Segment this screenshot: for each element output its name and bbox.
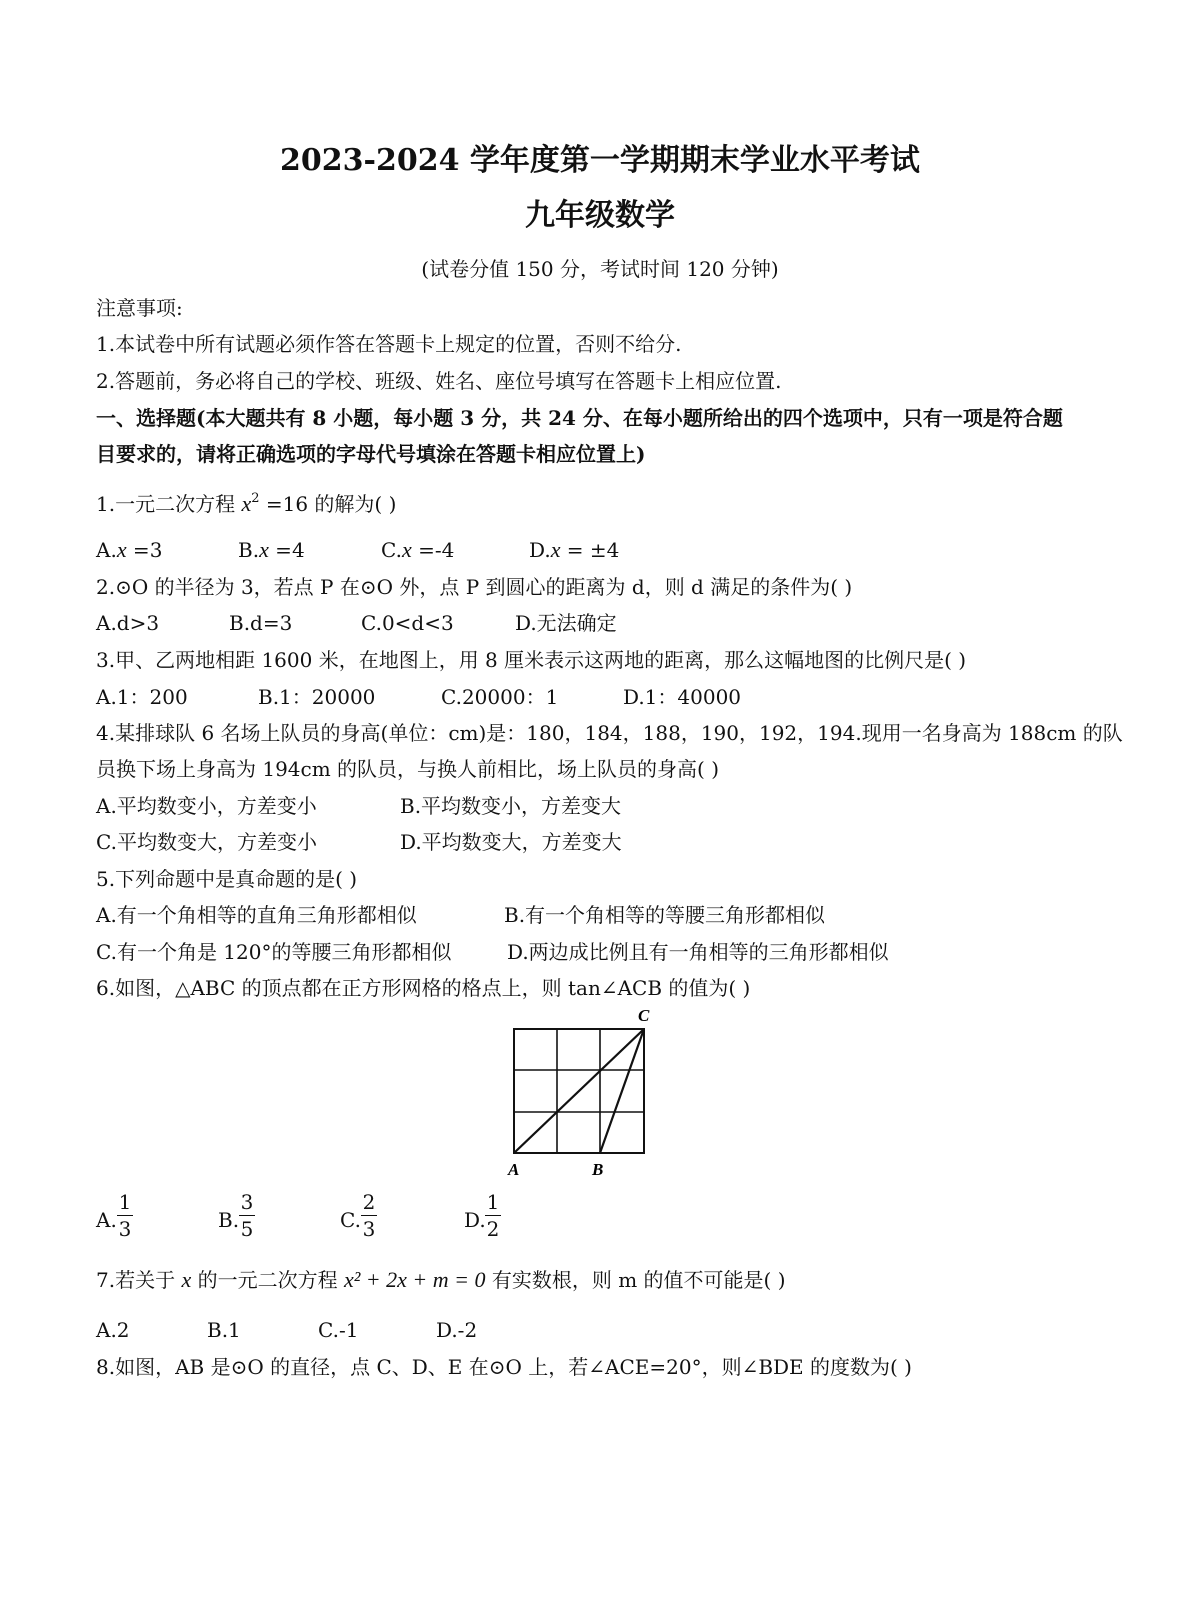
- q6-option-d-fraction: 1 2: [486, 1190, 500, 1241]
- q1-option-c: C.x =-4: [381, 537, 455, 562]
- q6-option-d-label: D.: [464, 1208, 486, 1232]
- q7-equation: x² + 2x + m = 0: [343, 1267, 486, 1292]
- note-2: 2.答题前，务必将自己的学校、班级、姓名、座位号填写在答题卡上相应位置.: [96, 369, 782, 393]
- q7-option-b: B.1: [207, 1318, 241, 1342]
- q4-option-a: A.平均数变小，方差变小: [96, 794, 317, 818]
- q6-stem: 6.如图，△ABC 的顶点都在正方形网格的格点上，则 tan∠ACB 的值为( ): [96, 976, 751, 1000]
- q5-stem: 5.下列命题中是真命题的是( ): [96, 867, 358, 891]
- q1-option-a: A.x =3: [96, 537, 163, 562]
- q3-option-c: C.20000：1: [441, 685, 559, 709]
- q4-stem-line1: 4.某排球队 6 名场上队员的身高(单位：cm)是：180，184，188，190，192，194.现用一名身高为 188cm 的队: [96, 721, 1123, 745]
- exam-subtitle: 九年级数学: [525, 198, 675, 233]
- section1-instructions-line1: 一、选择题(本大题共有 8 小题，每小题 3 分，共 24 分、在每小题所给出的四个选项中，只有一项是符合题: [96, 406, 1063, 430]
- q3-option-b: B.1：20000: [258, 685, 376, 709]
- q6-option-b-fraction: 3 5: [240, 1190, 254, 1241]
- q7-stem: 7.若关于 x 的一元二次方程 x² + 2x + m = 0 有实数根，则 m 的值不可能是( ): [96, 1267, 786, 1292]
- vertex-label-c: C: [638, 1006, 650, 1025]
- q7-option-d: D.-2: [436, 1318, 478, 1342]
- exam-title: 2023-2024 学年度第一学期期末学业水平考试: [280, 143, 920, 178]
- vertex-label-a: A: [508, 1160, 520, 1179]
- q5-option-d: D.两边成比例且有一角相等的三角形都相似: [507, 940, 889, 964]
- q6-option-a-fraction: 1 3: [118, 1190, 132, 1241]
- q6-grid-figure: [500, 1005, 670, 1185]
- q6-option-a-label: A.: [96, 1208, 117, 1232]
- q4-option-d: D.平均数变大，方差变大: [400, 830, 622, 854]
- q2-option-a: A.d>3: [96, 611, 160, 635]
- q1-option-b: B.x =4: [238, 537, 305, 562]
- q7-option-c: C.-1: [318, 1318, 359, 1342]
- notes-heading: 注意事项:: [96, 296, 183, 320]
- q4-option-c: C.平均数变大，方差变小: [96, 830, 317, 854]
- q1-option-d: D.x = ±4: [529, 537, 620, 562]
- q5-option-c: C.有一个角是 120°的等腰三角形都相似: [96, 940, 452, 964]
- q7-option-a: A.2: [96, 1318, 130, 1342]
- q2-stem: 2.⊙O 的半径为 3，若点 P 在⊙O 外，点 P 到圆心的距离为 d，则 d 满足的条件为( ): [96, 575, 853, 599]
- note-1: 1.本试卷中所有试题必须作答在答题卡上规定的位置，否则不给分.: [96, 332, 682, 356]
- exam-info: (试卷分值 150 分，考试时间 120 分钟): [421, 257, 779, 281]
- q3-stem: 3.甲、乙两地相距 1600 米，在地图上，用 8 厘米表示这两地的距离，那么这幅地图的比例尺是( ): [96, 648, 967, 672]
- q8-stem: 8.如图，AB 是⊙O 的直径，点 C、D、E 在⊙O 上，若∠ACE=20°，则∠BDE 的度数为( ): [96, 1355, 912, 1379]
- q2-option-b: B.d=3: [229, 611, 293, 635]
- q3-option-a: A.1：200: [96, 685, 188, 709]
- section1-instructions-line2: 目要求的，请将正确选项的字母代号填涂在答题卡相应位置上): [96, 442, 646, 466]
- q6-option-b-label: B.: [218, 1208, 240, 1232]
- triangle-abc: [514, 1029, 644, 1153]
- q3-option-d: D.1：40000: [623, 685, 742, 709]
- segment-bc: [600, 1029, 644, 1153]
- q4-stem-line2: 员换下场上身高为 194cm 的队员，与换人前相比，场上队员的身高( ): [96, 757, 720, 781]
- q6-option-c-label: C.: [340, 1208, 361, 1232]
- vertex-label-b: B: [592, 1160, 604, 1179]
- q6-option-c-fraction: 2 3: [362, 1190, 376, 1241]
- q4-option-b: B.平均数变小，方差变大: [400, 794, 622, 818]
- q2-option-c: C.0<d<3: [361, 611, 454, 635]
- q5-option-b: B.有一个角相等的等腰三角形都相似: [504, 903, 826, 927]
- segment-ac: [514, 1029, 644, 1153]
- q2-option-d: D.无法确定: [515, 611, 617, 635]
- q1-stem: 1.一元二次方程 $x^2 =16$ 的解为( ): [96, 491, 397, 516]
- q5-option-a: A.有一个角相等的直角三角形都相似: [96, 903, 417, 927]
